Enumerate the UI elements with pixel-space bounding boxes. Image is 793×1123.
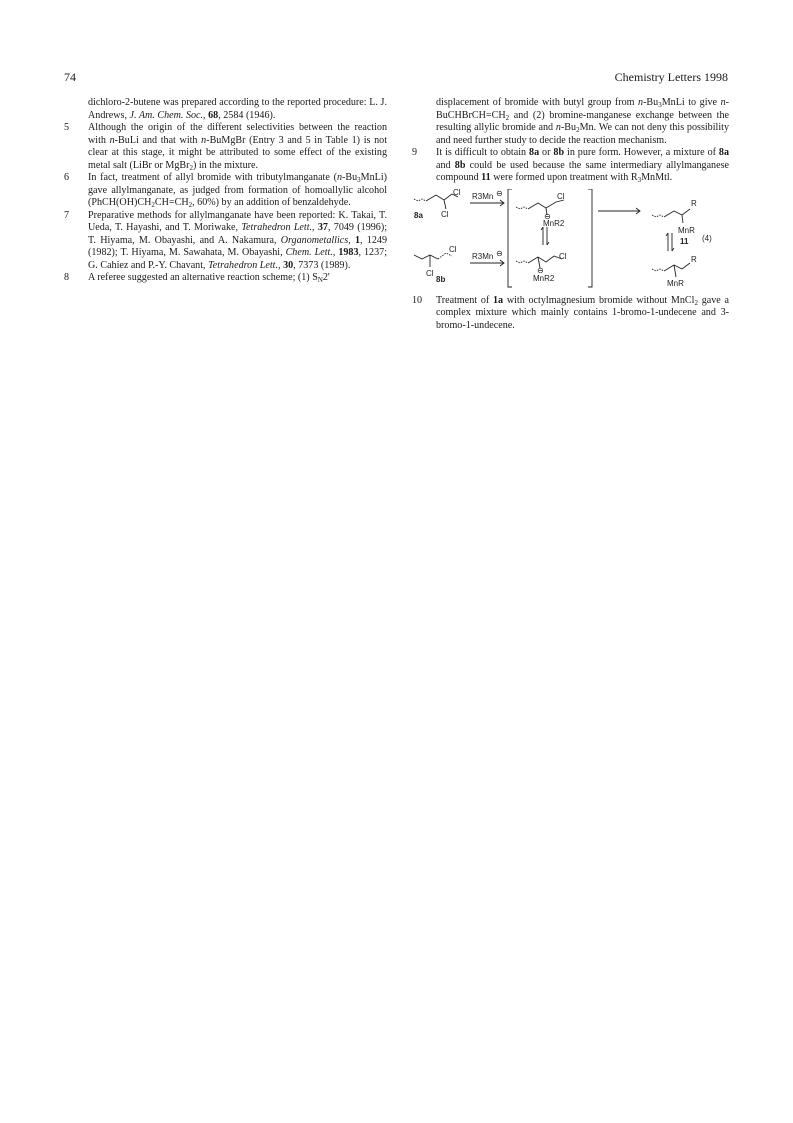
note-9: 9 It is difficult to obtain 8a or 8b in pure form. However, a mixture of 8a and 8b could be used because the same intermediary allylmanganese compound 11 were formed upon treatment with $R_3MnMtl$. (412, 147, 730, 184)
mnr-product-bottom: MnR (667, 278, 684, 288)
note-7: 7 Preparative methods for allylmanganate have been reported: K. Takai, T. Ueda, T. Hayashi, and T. Moriwake, Tetrahedron Lett., 37, 7049 (1996); T. Hiyama, M. Obayashi, and A. Nakamura, Organometallics, 1, 1249 (1982); T. Hiyama, M. Sawahata, M. Obayashi, Chem. Lett., 1983, 1237; G. Cahiez and P.-Y. Chavant, Tetrahedron Lett., 30, 7373 (1989). (64, 209, 388, 271)
mnr-product-top: MnR (678, 225, 695, 235)
label-11: 11 (680, 236, 689, 246)
mnr2-int-bottom: MnR2 (533, 273, 555, 283)
mnr2-int-top: MnR2 (543, 218, 565, 228)
note-10: 10 Treatment of 1a with octylmagnesium bromide without MnCl$_2$ gave a complex mixture which mainly contains 1-bromo-1-undecene and 3-bromo-1-undecene. (412, 294, 729, 331)
note-number: 8 (64, 272, 70, 283)
charge-2: ⊖ (496, 248, 503, 258)
charge-int-bottom: ⊖ (537, 265, 544, 275)
note-5: 5 Although the origin of the different selectivities between the reaction with n-BuLi and that with n-BuMgBr (Entry 3 and 5 in Table 1) is not clear at this stage, it might be attributed to some effect of the existing metal salt (LiBr or MgBr$_2$) in the mixture. (64, 122, 387, 172)
reaction-scheme-drawing (412, 189, 729, 289)
reagent-1: R3Mn (472, 191, 494, 201)
note-6: 6 In fact, treatment of allyl bromide with tributylmanganate $(n-Bu_3MnLi)$ gave allylmanganate, as judged from formation of homoallylic alcohol ($PhCH(OH)CH_2CH=CH_2$, 60%) by an addition of benzaldehyde. (64, 172, 387, 209)
reagent-2: R3Mn (472, 251, 494, 261)
equation-number: (4) (702, 233, 712, 243)
note-number: 6 (64, 172, 70, 183)
note-number: 7 (64, 209, 70, 221)
charge-1: ⊖ (496, 188, 503, 198)
reaction-scheme-4 (412, 189, 729, 289)
right-column (412, 97, 729, 332)
label-8b: 8b (436, 274, 446, 284)
page-number: 74 (64, 70, 76, 84)
note-4-continuation: dichloro-2-butene was prepared according to the reported procedure: L. J. Andrews, J. Am. Chem. Soc., 68, 2584 (1946). (88, 97, 387, 121)
r-product-bottom: R (691, 254, 697, 264)
note-number: 9 (412, 147, 418, 158)
note-number: 10 (412, 294, 423, 306)
left-column (64, 97, 387, 285)
cl-int-bottom: Cl (559, 251, 567, 261)
journal-running-head: Chemistry Letters 1998 (614, 70, 728, 84)
note-number: 5 (64, 122, 70, 133)
label-8a: 8a (414, 210, 423, 220)
cl-8a-2: Cl (441, 209, 449, 219)
cl-8b: Cl (449, 244, 457, 254)
note-8-continuation: displacement of bromide with butyl group from $n-Bu_3MnLi$ to give $n-BuCHBrCH=CH_2$ and (2) bromine-manganese exchange between the resulting allylic bromide and $n-Bu_2Mn$. We can not deny this possibility and need further study to decide the reaction mechanism. (436, 97, 729, 146)
cl-int-top: Cl (557, 191, 565, 201)
r-product-top: R (691, 198, 697, 208)
cl-8a: Cl (453, 188, 461, 197)
cl-8b-2: Cl (426, 268, 434, 278)
charge-int-top: ⊖ (544, 211, 551, 221)
note-8: 8 A referee suggested an alternative reaction scheme; (1) $S_N2'$ (64, 272, 330, 284)
